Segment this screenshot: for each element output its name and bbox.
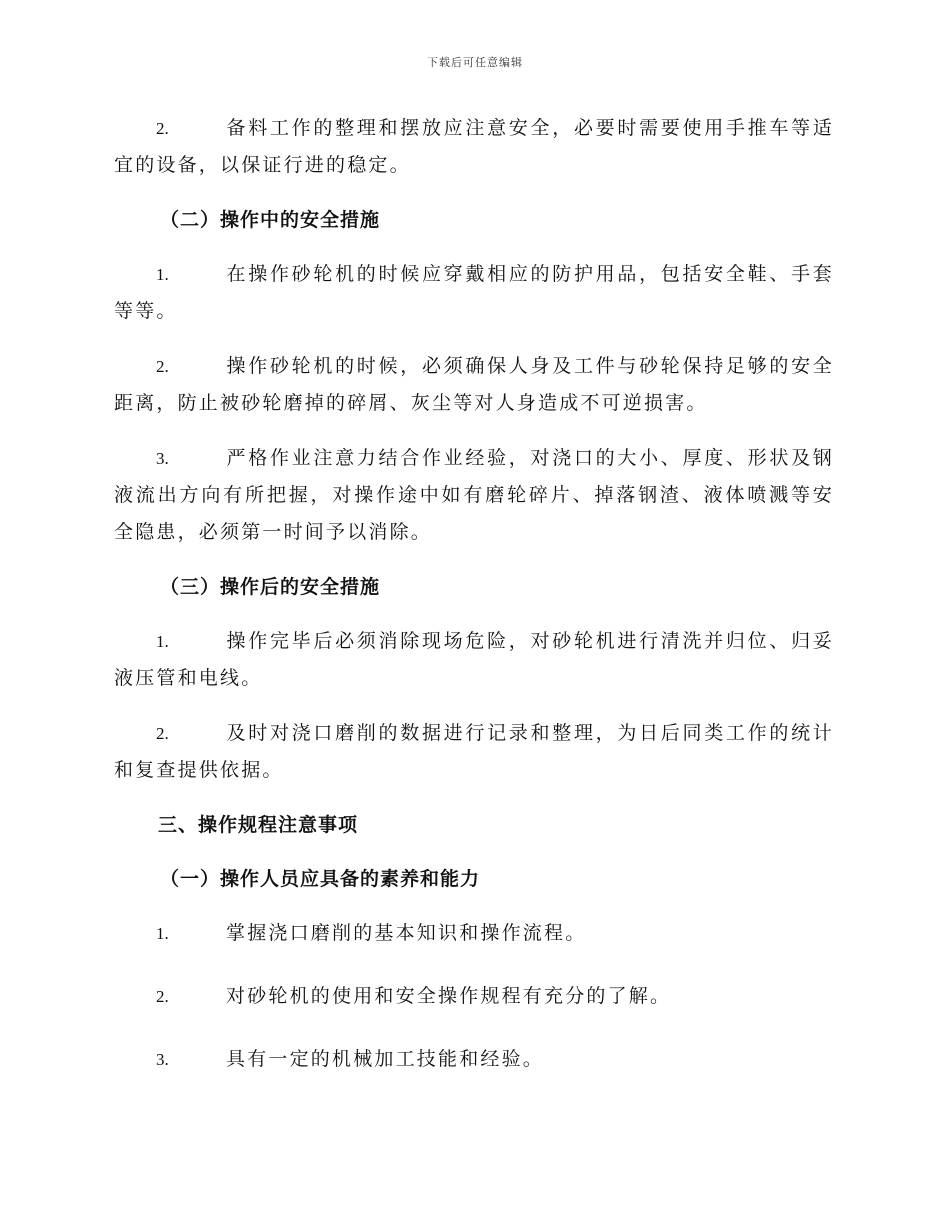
list-item <box>114 440 834 551</box>
item-number: 2. <box>156 724 169 743</box>
item-text: 对砂轮机的使用和安全操作规程有充分的了解。 <box>226 985 672 1007</box>
item-text: 操作完毕后必须消除现场危险，对砂轮机进行清洗并归位、归妥液压管和电线。 <box>114 630 834 689</box>
item-number: 3. <box>156 449 169 468</box>
section-heading: 三、操作规程注意事项 <box>158 814 359 836</box>
document-body <box>114 110 834 1104</box>
list-item <box>114 715 834 789</box>
subsection-heading: （三）操作后的安全措施 <box>160 576 381 598</box>
item-text: 具有一定的机械加工技能和经验。 <box>226 1048 545 1070</box>
item-number: 2. <box>156 987 169 1006</box>
item-text: 及时对浇口磨削的数据进行记录和整理，为日后同类工作的统计和复查提供依据。 <box>114 722 834 781</box>
subsection-heading: （二）操作中的安全措施 <box>160 209 381 231</box>
list-item <box>114 623 834 697</box>
list-item <box>114 978 834 1015</box>
list-item <box>114 110 834 184</box>
item-text: 备料工作的整理和摆放应注意安全，必要时需要使用手推车等适宜的设备，以保证行进的稳定。 <box>114 117 834 176</box>
list-item <box>114 1041 834 1078</box>
item-text: 掌握浇口磨削的基本知识和操作流程。 <box>226 922 587 944</box>
subsection-heading: （一）操作人员应具备的素养和能力 <box>160 868 481 890</box>
item-text: 严格作业注意力结合作业经验，对浇口的大小、厚度、形状及钢液流出方向有所把握，对操作途中如有磨轮碎片、掉落钢渣、液体喷溅等安全隐患，必须第一时间予以消除。 <box>114 447 834 543</box>
list-item <box>114 256 834 330</box>
item-number: 1. <box>156 265 169 284</box>
item-text: 操作砂轮机的时候，必须确保人身及工件与砂轮保持足够的安全距离，防止被砂轮磨掉的碎屑、灰尘等对人身造成不可逆损害。 <box>114 355 834 414</box>
item-number: 3. <box>156 1050 169 1069</box>
item-number: 1. <box>156 924 169 943</box>
list-item <box>114 348 834 422</box>
list-item <box>114 915 834 952</box>
item-text: 在操作砂轮机的时候应穿戴相应的防护用品，包括安全鞋、手套等等。 <box>114 263 834 322</box>
page-header: 下载后可任意编辑 <box>427 56 523 69</box>
item-number: 2. <box>156 119 169 138</box>
item-number: 2. <box>156 357 169 376</box>
item-number: 1. <box>156 632 169 651</box>
